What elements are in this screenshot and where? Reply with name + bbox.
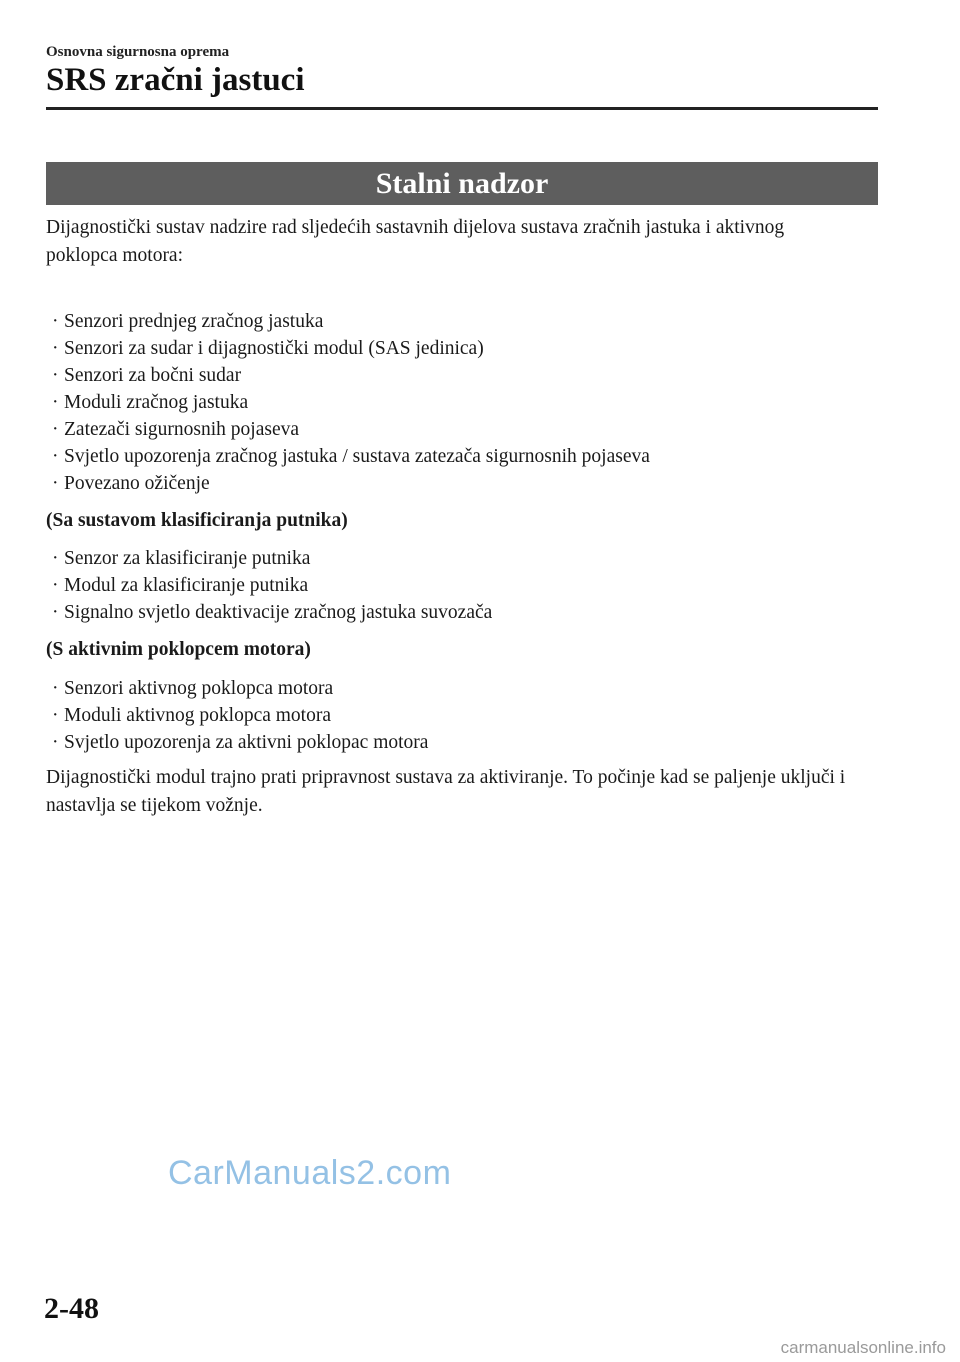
chapter-title: SRS zračni jastuci	[46, 62, 305, 98]
list-item	[46, 443, 650, 470]
bullet-icon: ·	[52, 548, 59, 569]
footer-watermark: carmanualsonline.info	[780, 1338, 946, 1357]
bullet-icon: ·	[52, 602, 59, 623]
bullet-icon: ·	[52, 705, 59, 726]
list-item-text: Svjetlo upozorenja za aktivni poklopac motora	[64, 732, 429, 753]
list-item-text: Svjetlo upozorenja zračnog jastuka / sustava zatezača sigurnosnih pojaseva	[64, 446, 650, 467]
closing-paragraph: Dijagnostički modul trajno prati pripravnost sustava za aktiviranje. To počinje kad se paljenje uključi i nastavlja se tijekom vožnje.	[46, 767, 846, 816]
active-bonnet-list	[46, 675, 428, 756]
bullet-icon: ·	[52, 311, 59, 332]
occupant-classification-subheading: (Sa sustavom klasificiranja putnika)	[46, 510, 348, 531]
bullet-icon: ·	[52, 473, 59, 494]
list-item	[46, 335, 650, 362]
title-divider	[46, 107, 878, 110]
list-item-text: Signalno svjetlo deaktivacije zračnog jastuka suvozača	[64, 602, 493, 623]
list-item	[46, 599, 492, 626]
list-item-text: Modul za klasificiranje putnika	[64, 575, 309, 596]
list-item-text: Senzori za bočni sudar	[64, 365, 242, 386]
list-item	[46, 702, 428, 729]
list-item-text: Senzori aktivnog poklopca motora	[64, 678, 334, 699]
list-item	[46, 416, 650, 443]
active-bonnet-subheading: (S aktivnim poklopcem motora)	[46, 639, 311, 660]
monitored-components-list	[46, 308, 650, 497]
list-item-text: Senzor za klasificiranje putnika	[64, 548, 311, 569]
list-item	[46, 729, 428, 756]
list-item-text: Moduli aktivnog poklopca motora	[64, 705, 332, 726]
breadcrumb: Osnovna sigurnosna oprema	[46, 44, 230, 60]
watermark-text: CarManuals2.com	[168, 1154, 452, 1192]
list-item-text: Senzori prednjeg zračnog jastuka	[64, 311, 324, 332]
list-item	[46, 572, 492, 599]
bullet-icon: ·	[52, 365, 59, 386]
section-title-banner: Stalni nadzor	[46, 162, 878, 205]
list-item	[46, 675, 428, 702]
bullet-icon: ·	[52, 392, 59, 413]
list-item	[46, 308, 650, 335]
bullet-icon: ·	[52, 419, 59, 440]
list-item-text: Senzori za sudar i dijagnostički modul (SAS jedinica)	[64, 338, 484, 359]
occupant-classification-list	[46, 545, 492, 626]
bullet-icon: ·	[52, 732, 59, 753]
bullet-icon: ·	[52, 575, 59, 596]
bullet-icon: ·	[52, 338, 59, 359]
list-item-text: Moduli zračnog jastuka	[64, 392, 249, 413]
intro-paragraph: Dijagnostički sustav nadzire rad sljedećih sastavnih dijelova sustava zračnih jastuka i aktivnog poklopca motora:	[46, 217, 785, 266]
bullet-icon: ·	[52, 678, 59, 699]
list-item-text: Zatezači sigurnosnih pojaseva	[64, 419, 299, 440]
list-item	[46, 470, 650, 497]
page-number: 2-48	[44, 1292, 99, 1325]
list-item	[46, 362, 650, 389]
list-item	[46, 545, 492, 572]
list-item	[46, 389, 650, 416]
bullet-icon: ·	[52, 446, 59, 467]
list-item-text: Povezano ožičenje	[64, 473, 210, 494]
